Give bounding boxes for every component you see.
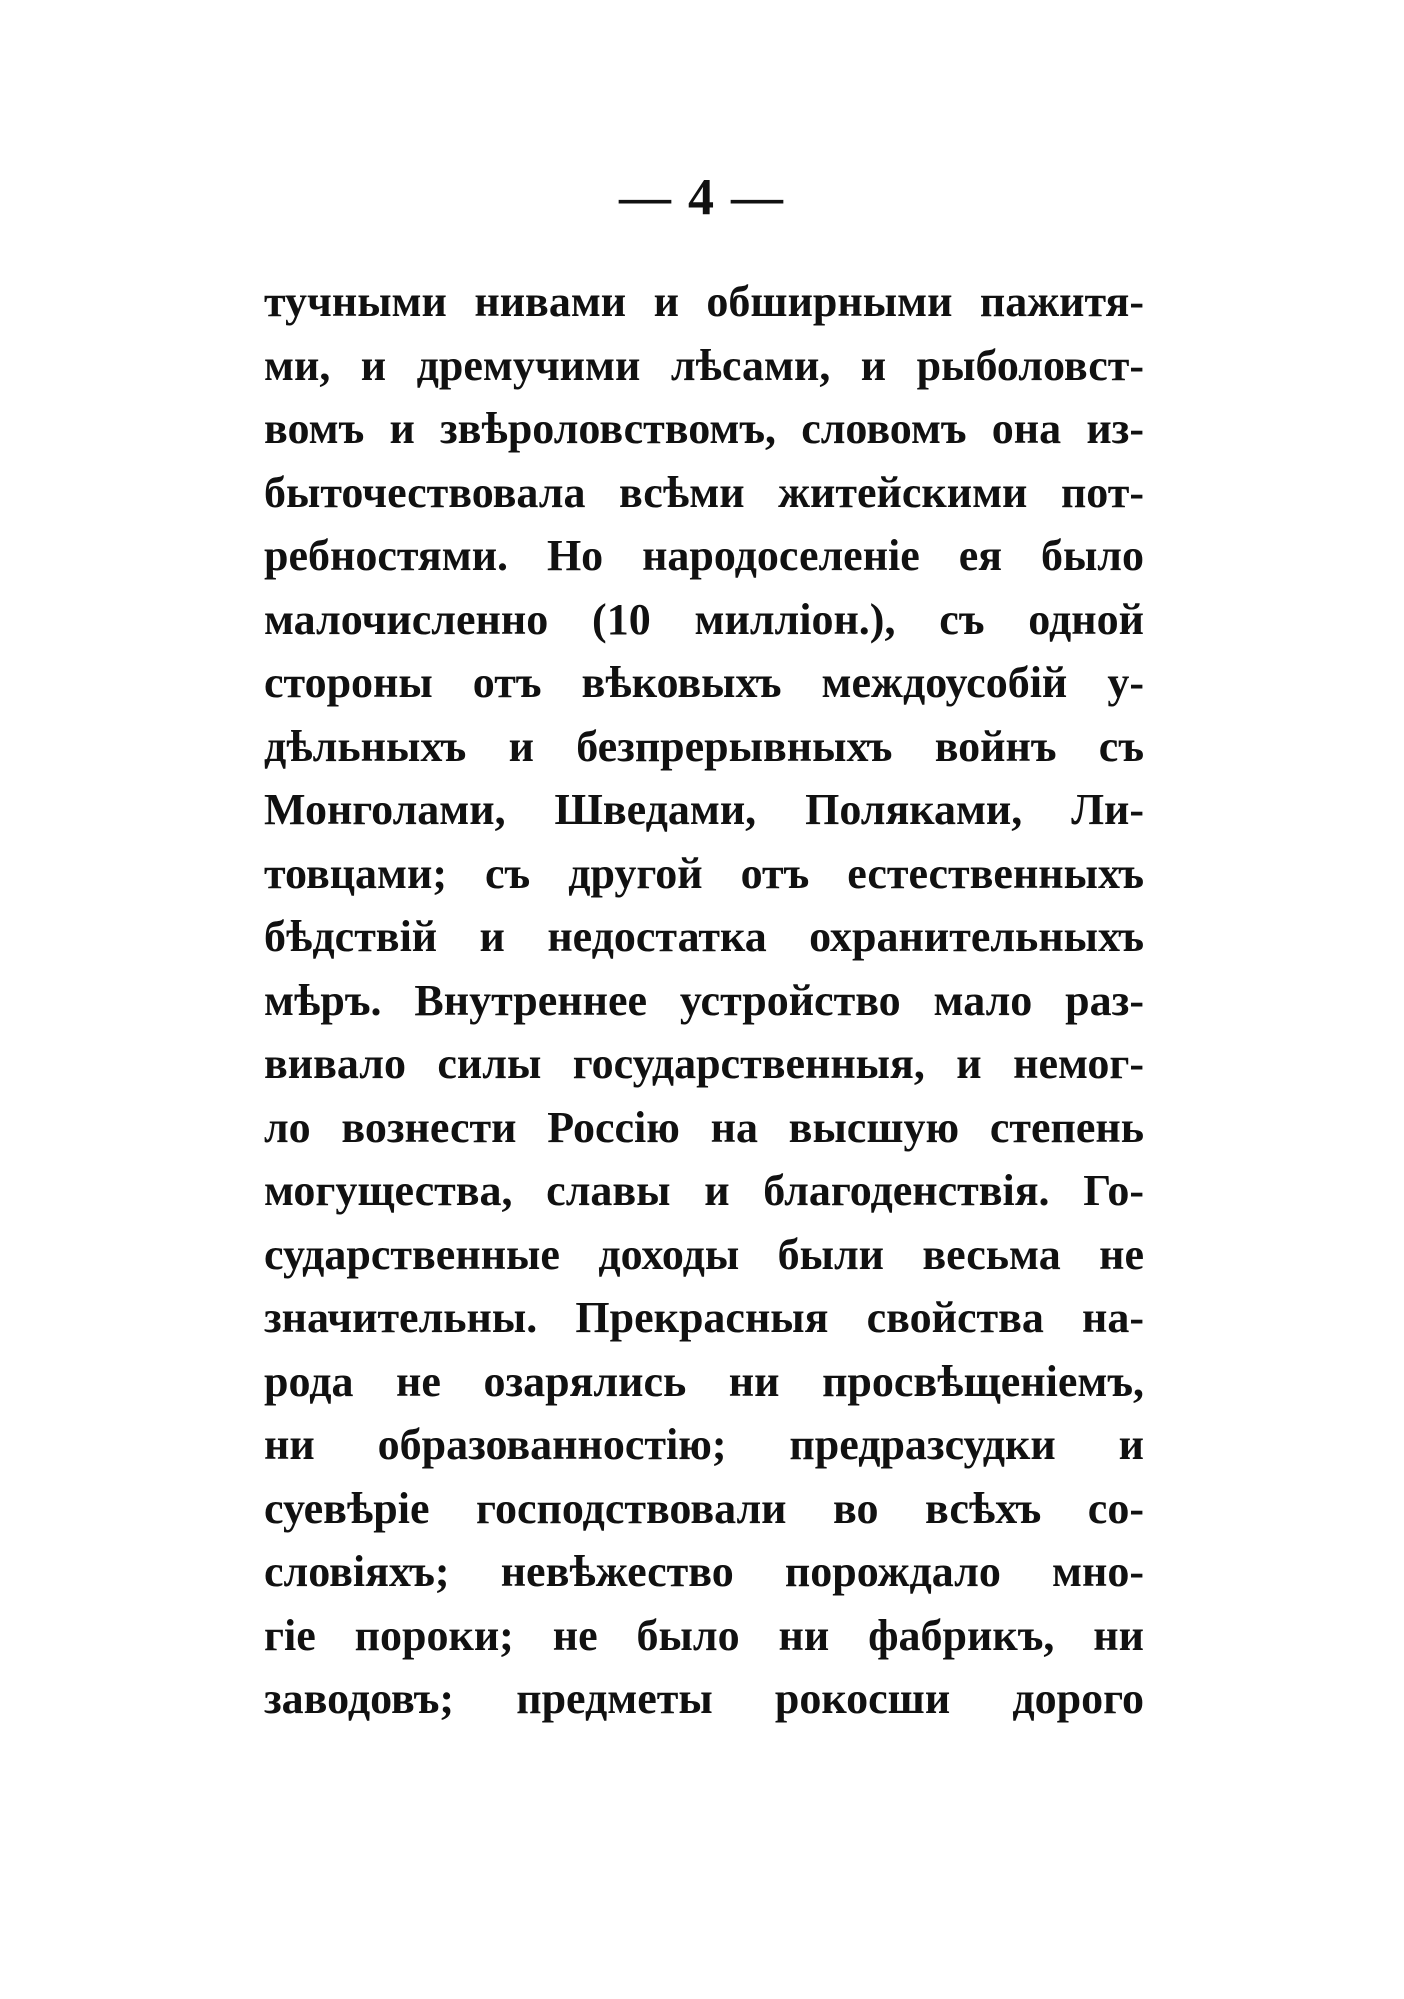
text-line: товцами; съ другой отъ естественныхъ [264,848,1144,898]
text-line: малочисленно (10 милліон.), съ одной [264,594,1144,644]
text-line: Монголами, Шведами, Поляками, Ли- [264,785,1144,834]
text-line: вивало силы государственныя, и немог- [264,1039,1144,1088]
text-line: ребностями. Но народоселеніе ея было [264,531,1144,580]
text-line: дѣльныхъ и безпрерывныхъ войнъ съ [264,721,1144,771]
text-line: суевѣріе господствовали во всѣхъ со- [264,1483,1144,1533]
text-line: бѣдствій и недостатка охранительныхъ [264,912,1144,961]
text-line: быточествовала всѣми житейскими пот- [264,467,1144,517]
text-line: ло вознести Россію на высшую степень [264,1102,1144,1152]
text-line: тучными нивами и обширными пажитя- [264,277,1144,326]
text-line: стороны отъ вѣковыхъ междоусобій у- [264,658,1144,707]
text-line: гіе пороки; не было ни фабрикъ, ни [264,1610,1144,1660]
body-text [264,270,1144,1731]
text-line: словіяхъ; невѣжество порождало мно- [264,1547,1144,1596]
text-line: вомъ и звѣроловствомъ, словомъ она из- [264,404,1144,453]
text-line: заводовъ; предметы рокосши дорого [264,1674,1144,1723]
text-line: значительны. Прекрасныя свойства на- [264,1293,1144,1342]
text-line: ни образованностію; предразсудки и [264,1420,1144,1469]
text-line: могущества, славы и благоденствія. Го- [264,1166,1144,1215]
text-line: рода не озарялись ни просвѣщеніемъ, [264,1356,1144,1406]
text-line: ми, и дремучими лѣсами, и рыболовст- [264,340,1144,390]
text-line: сударственные доходы были весьма не [264,1229,1144,1279]
text-line: мѣръ. Внутреннее устройство мало раз- [264,975,1144,1025]
page-number: — 4 — [619,169,785,226]
